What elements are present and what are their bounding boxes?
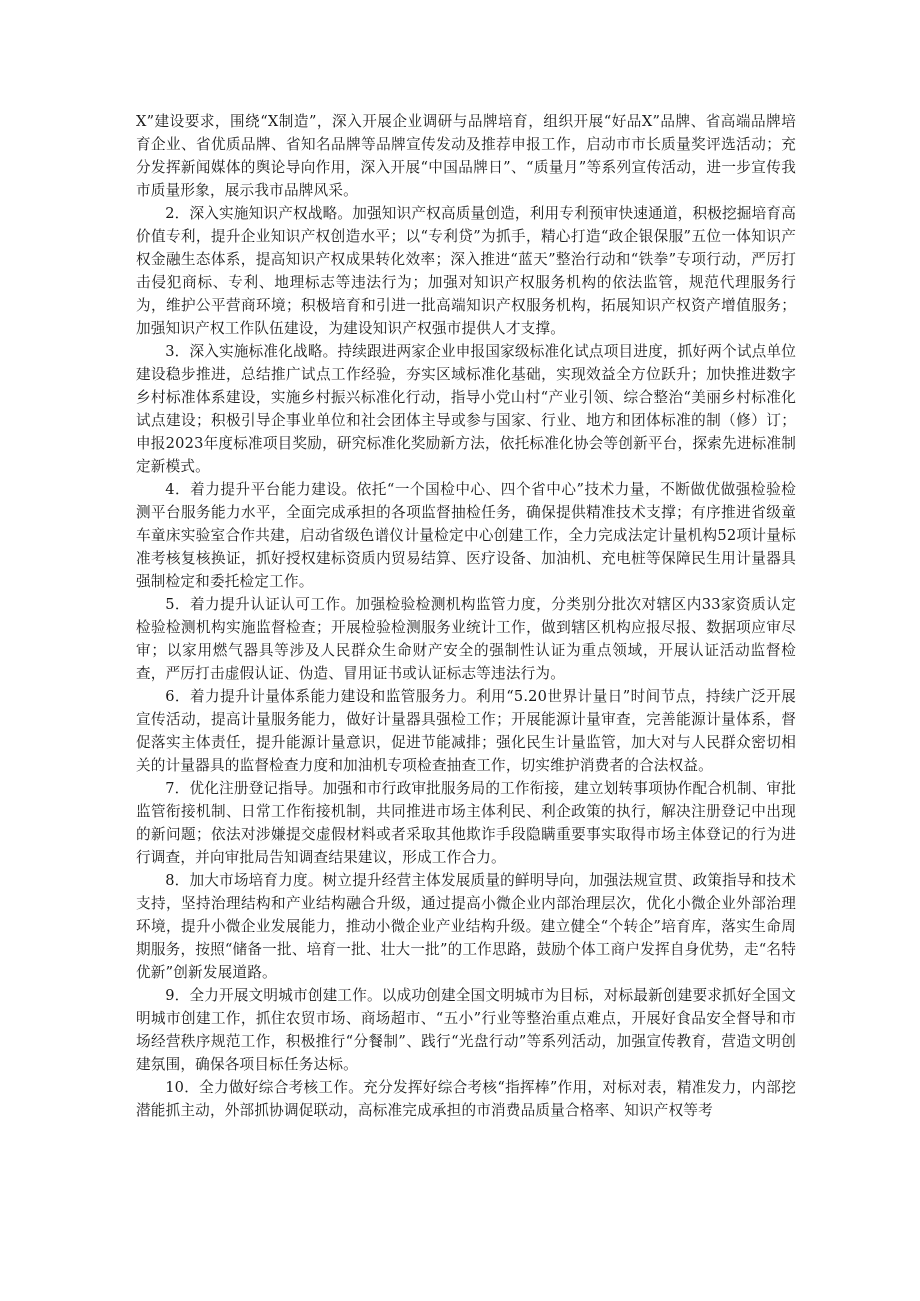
paragraph-platform-capacity: 4．着力提升平台能力建设。依托“一个国检中心、四个省中心”技术力量，不断做优做强检验检测平台服务能力水平，全面完成承担的各项监督抽检任务，确保提供精准技术支撑；有序推进省级童车童床实验室合作共建，启动省级色谱仪计量检定中心创建工作，全力完成法定计量机构52项计量标准考核复核换证，抓好授权建标资质内贸易结算、医疗设备、加油机、充电桩等保障民生用计量器具强制检定和委托检定工作。 bbox=[136, 481, 796, 590]
paragraph-market-cultivation: 8．加大市场培育力度。树立提升经营主体发展质量的鲜明导向，加强法规宣贯、政策指导和技术支持，坚持治理结构和产业结构融合升级，通过提高小微企业内部治理层次，优化小微企业外部治理环境，提升小微企业发展能力，推动小微企业产业结构升级。建立健全“个转企”培育库，落实生命周期服务，按照“储备一批、培育一批、壮大一批”的工作思路，鼓励个体工商户发挥自身优势，走“名特优新”创新发展道路。 bbox=[136, 872, 797, 981]
paragraph-brand-continuation: X”建设要求，围绕“X制造”，深入开展企业调研与品牌培育，组织开展“好品X”品牌、省高端品牌培育企业、省优质品牌、省知名品牌等品牌宣传发动及推荐申报工作，启动市市长质量奖评选活动；充分发挥新闻媒体的舆论导向作用，深入开展“中国品牌日”、“质量月”等系列宣传活动，进一步宣传我市质量形象，展示我市品牌风采。 bbox=[136, 113, 796, 199]
paragraph-assessment: 10．全力做好综合考核工作。充分发挥好综合考核“指挥棒”作用，对标对表，精准发力，内部挖潜能抓主动，外部抓协调促联动，高标准完成承担的市消费品质量合格率、知识产权等考 bbox=[136, 1079, 796, 1119]
paragraph-standardization: 3．深入实施标准化战略。持续跟进两家企业申报国家级标准化试点项目进度，抓好两个试点单位建设稳步推进，总结推广试点工作经验，夯实区域标准化基础，实现效益全方位跃升；加快推进数字乡村标准体系建设，实施乡村振兴标准化行动，指导小党山村“产业引领、综合整治“美丽乡村标准化试点建设；积极引导企事业单位和社会团体主导或参与国家、行业、地方和团体标准的制（修）订；申报2023年度标准项目奖励，研究标准化奖励新方法，依托标准化协会等创新平台，探索先进标准制定新模式。 bbox=[136, 343, 797, 475]
paragraph-metrology: 6．着力提升计量体系能力建设和监管服务力。利用“5.20世界计量日”时间节点，持续广泛开展宣传活动，提高计量服务能力，做好计量器具强检工作；开展能源计量审查，完善能源计量体系，督促落实主体责任，提升能源计量意识，促进节能减排；强化民生计量监管，加大对与人民群众密切相关的计量器具的监督检查力度和加油机专项检查抽查工作，切实维护消费者的合法权益。 bbox=[136, 688, 796, 774]
paragraph-certification: 5．着力提升认证认可工作。加强检验检测机构监管力度，分类别分批次对辖区内33家资质认定检验检测机构实施监督检查；开展检验检测服务业统计工作，做到辖区机构应报尽报、数据项应审尽审；以家用燃气器具等涉及人民群众生命财产安全的强制性认证为重点领域，开展认证活动监督检查，严厉打击虚假认证、伪造、冒用证书或认证标志等违法行为。 bbox=[136, 596, 796, 682]
paragraph-civilized-city: 9．全力开展文明城市创建工作。以成功创建全国文明城市为目标，对标最新创建要求抓好全国文明城市创建工作，抓住农贸市场、商场超市、“五小”行业等整治重点难点，开展好食品安全督导和市场经营秩序规范工作，积极推行“分餐制”、践行“光盘行动”等系列活动，加强宣传教育，营造文明创建氛围，确保各项目标任务达标。 bbox=[136, 987, 797, 1073]
document-body bbox=[136, 110, 796, 1122]
paragraph-ip-strategy: 2．深入实施知识产权战略。加强知识产权高质量创造，利用专利预审快速通道，积极挖掘培育高价值专利，提升企业知识产权创造水平；以“专利贷”为抓手，精心打造“政企银保服”五位一体知识产权金融生态体系，提高知识产权成果转化效率；深入推进“蓝天”整治行动和“铁拳”专项行动，严厉打击侵犯商标、专利、地理标志等违法行为；加强对知识产权服务机构的依法监管，规范代理服务行为，维护公平营商环境；积极培育和引进一批高端知识产权服务机构，拓展知识产权资产增值服务；加强知识产权工作队伍建设，为建设知识产权强市提供人才支撑。 bbox=[136, 205, 797, 337]
paragraph-registration: 7．优化注册登记指导。加强和市行政审批服务局的工作衔接，建立划转事项协作配合机制、审批监管衔接机制、日常工作衔接机制，共同推进市场主体利民、利企政策的执行，解决注册登记中出现的新问题；依法对涉嫌提交虚假材料或者采取其他欺诈手段隐瞒重要事实取得市场主体登记的行为进行调查，并向审批局告知调查结果建议，形成工作合力。 bbox=[136, 780, 797, 866]
